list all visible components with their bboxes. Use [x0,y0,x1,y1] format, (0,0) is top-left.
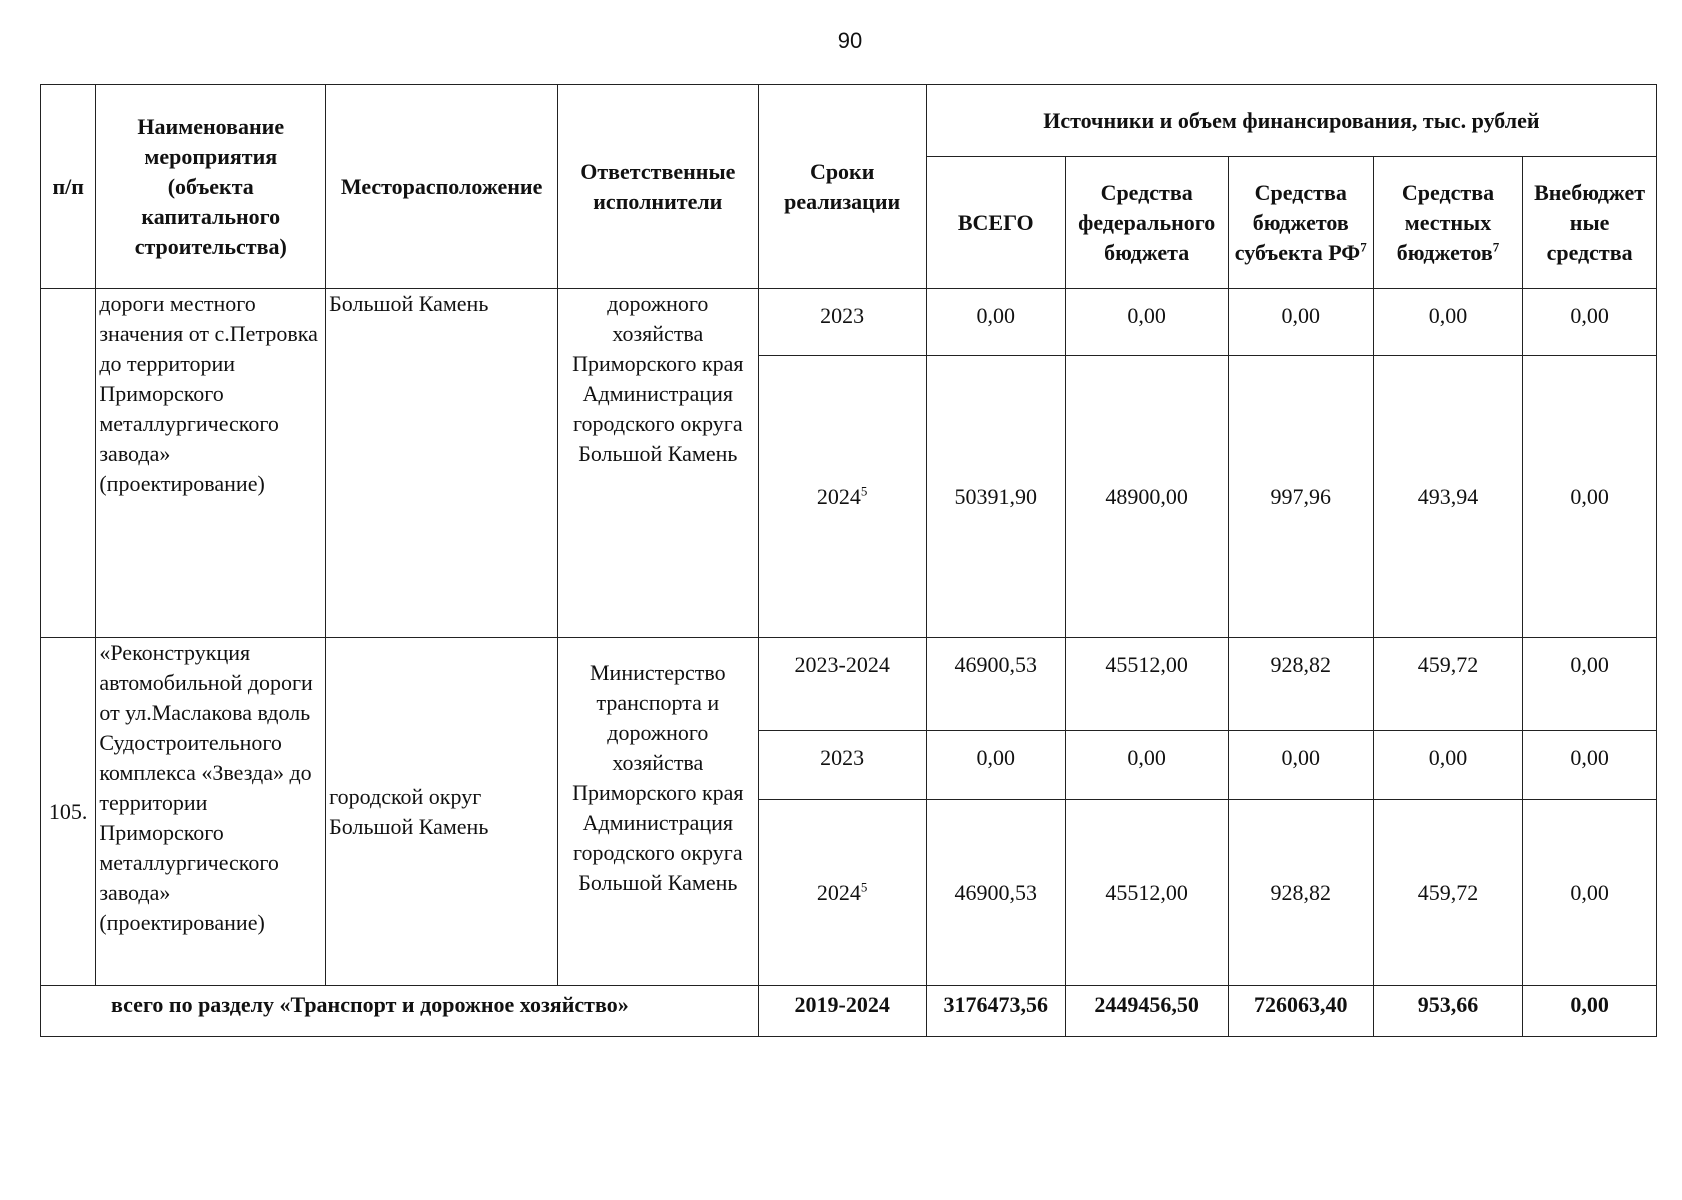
row-cont-total-1: 0,00 [926,289,1065,356]
row-105-period-3-footnote: 5 [860,879,868,895]
row-105-total-3: 46900,53 [926,800,1065,986]
row-105-regional-2: 0,00 [1228,731,1373,800]
page-number: 90 [837,28,863,53]
section-total-extra: 0,00 [1523,986,1657,1037]
row-105-extra-3: 0,00 [1523,800,1657,986]
financing-table [40,84,1657,1037]
table-row [41,289,1657,356]
section-total-total: 3176473,56 [926,986,1065,1037]
header-local-label: Средства местных бюджетов [1396,179,1495,265]
row-105-regional-1: 928,82 [1228,638,1373,731]
row-cont-local-2: 493,94 [1373,356,1522,638]
row-cont-federal-1: 0,00 [1065,289,1228,356]
section-total-federal: 2449456,50 [1065,986,1228,1037]
row-cont-period-2 [758,356,926,638]
row-105-local-2: 0,00 [1373,731,1522,800]
row-cont-index [41,289,96,638]
row-cont-period-1: 2023 [758,289,926,356]
header-row-1 [41,85,1657,157]
row-105-period-1: 2023-2024 [758,638,926,731]
row-105-index: 105. [41,638,96,986]
header-regional-footnote: 7 [1360,239,1367,255]
row-105-period-2: 2023 [758,731,926,800]
section-total-regional: 726063,40 [1228,986,1373,1037]
header-location: Месторасположение [326,85,558,289]
section-total-row [41,986,1657,1037]
header-index: п/п [41,85,96,289]
row-cont-location: Большой Камень [326,289,558,638]
row-105-total-1: 46900,53 [926,638,1065,731]
header-local [1373,157,1522,289]
header-period: Сроки реализации [758,85,926,289]
row-cont-federal-2: 48900,00 [1065,356,1228,638]
row-cont-period-2-footnote: 5 [860,483,868,499]
row-105-local-3: 459,72 [1373,800,1522,986]
header-extra: Внебюджет ные средства [1523,157,1657,289]
section-total-local: 953,66 [1373,986,1522,1037]
row-105-federal-2: 0,00 [1065,731,1228,800]
row-105-regional-3: 928,82 [1228,800,1373,986]
section-total-period: 2019-2024 [758,986,926,1037]
row-cont-regional-1: 0,00 [1228,289,1373,356]
table-row [41,638,1657,731]
row-105-executors: Министерство транспорта и дорожного хозяйства Приморского края Администрация городского округа Большой Камень [558,638,759,986]
row-cont-executors: дорожного хозяйства Приморского края Администрация городского округа Большой Камень [558,289,759,638]
section-total-label: всего по разделу «Транспорт и дорожное хозяйство» [41,986,759,1037]
row-cont-regional-2: 997,96 [1228,356,1373,638]
row-105-local-1: 459,72 [1373,638,1522,731]
row-105-federal-1: 45512,00 [1065,638,1228,731]
row-105-period-3 [758,800,926,986]
row-105-total-2: 0,00 [926,731,1065,800]
header-local-footnote: 7 [1492,239,1500,255]
row-105-extra-2: 0,00 [1523,731,1657,800]
row-105-name: «Реконструкция автомобильной дороги от ул.Маслакова вдоль Судостроительного комплекса «Звезда» до территории Приморского металлургического завода» (проектирование) [96,638,326,986]
row-105-location: городской округ Большой Камень [326,638,558,986]
row-cont-total-2: 50391,90 [926,356,1065,638]
header-funding-group: Источники и объем финансирования, тыс. рублей [926,85,1656,157]
row-105-extra-1: 0,00 [1523,638,1657,731]
header-federal: Средства федерального бюджета [1065,157,1228,289]
row-cont-period-2-label: 2024 [816,483,861,509]
header-name: Наименование мероприятия (объекта капитального строительства) [96,85,326,289]
row-cont-name: дороги местного значения от с.Петровка до территории Приморского металлургического завода» (проектирование) [96,289,326,638]
header-regional-label: Средства бюджетов субъекта РФ [1234,179,1361,265]
header-regional [1228,157,1373,289]
row-105-federal-3: 45512,00 [1065,800,1228,986]
row-cont-extra-1: 0,00 [1523,289,1657,356]
row-cont-extra-2: 0,00 [1523,356,1657,638]
header-total: ВСЕГО [926,157,1065,289]
header-executors: Ответственные исполнители [558,85,759,289]
row-105-period-3-label: 2024 [816,879,861,905]
row-cont-local-1: 0,00 [1373,289,1522,356]
